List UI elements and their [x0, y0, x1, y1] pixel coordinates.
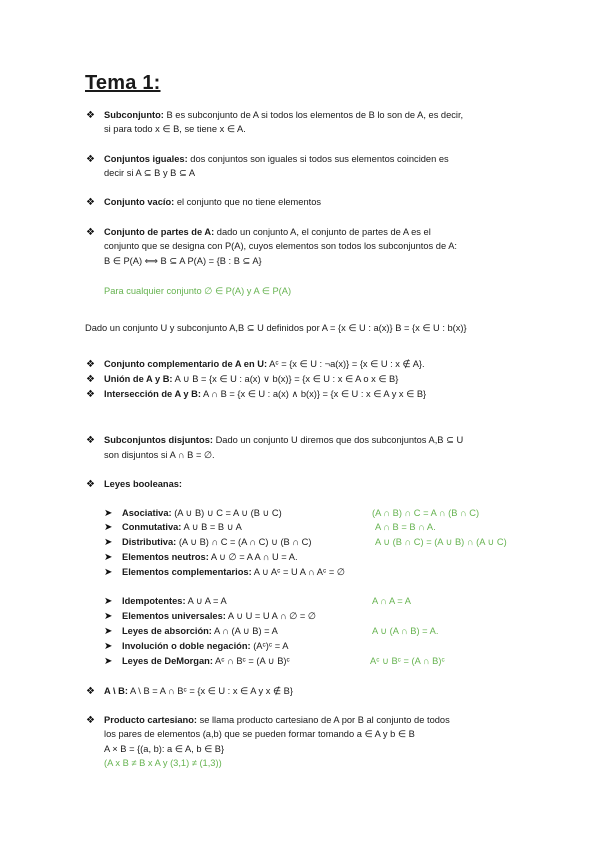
ley-asociativa	[122, 507, 282, 520]
def-union	[104, 373, 398, 386]
page-title: Tema 1:	[85, 72, 161, 94]
ley-demorgan	[122, 655, 290, 668]
text: Dado un conjunto U diremos que dos subconjuntos A,B ⊆ U	[212, 435, 464, 445]
term: Conjunto complementario de A en U:	[104, 359, 268, 369]
term: Intersección de A y B:	[104, 389, 201, 399]
bullet-icon: ❖	[86, 389, 95, 400]
bullet-icon: ❖	[86, 686, 95, 697]
ley-complementarios	[122, 566, 345, 579]
term: Elementos neutros:	[122, 552, 209, 562]
def-disjuntos-cont: son disjuntos si A ∩ B = ∅.	[104, 450, 215, 460]
ley-distributiva-dual: A ∪ (B ∩ C) = (A ∪ B) ∩ (A ∪ C)	[375, 537, 507, 547]
term: Conjunto de partes de A:	[104, 227, 215, 237]
def-producto	[104, 714, 450, 727]
text: (A ∪ B) ∪ C = A ∪ (B ∪ C)	[171, 508, 282, 518]
text: A ∪ B = {x ∈ U : a(x) ∨ b(x)} = {x ∈ U : x ∈ A o x ∈ B}	[172, 374, 399, 384]
term: Leyes de DeMorgan:	[122, 656, 213, 666]
text: el conjunto que no tiene elementos	[174, 197, 322, 207]
text: (Aᶜ)ᶜ = A	[250, 641, 289, 651]
bullet-icon: ❖	[86, 715, 95, 726]
def-subconjunto-cont: si para todo x ∈ B, se tiene x ∈ A.	[104, 124, 246, 134]
arrow-icon: ➤	[104, 537, 113, 548]
arrow-icon: ➤	[104, 522, 113, 533]
text: A ∪ Aᶜ = U A ∩ Aᶜ = ∅	[251, 567, 345, 577]
text: A ∪ ∅ = A A ∩ U = A.	[208, 552, 298, 562]
def-partes-formula: B ∈ P(A) ⟺ B ⊆ A P(A) = {B : B ⊆ A}	[104, 256, 262, 266]
intro-paragraph: Dado un conjunto U y subconjunto A,B ⊆ U definidos por A = {x ∈ U : a(x)} B = {x ∈ U : b(x)}	[85, 323, 467, 333]
ley-asociativa-dual: (A ∩ B) ∩ C = A ∩ (B ∩ C)	[372, 508, 480, 518]
bullet-icon: ❖	[86, 227, 95, 238]
def-iguales	[104, 153, 449, 166]
bullet-icon: ❖	[86, 435, 95, 446]
term: A \ B:	[104, 686, 128, 696]
bullet-icon: ❖	[86, 197, 95, 208]
arrow-icon: ➤	[104, 626, 113, 637]
def-complementario	[104, 358, 425, 371]
bullet-icon: ❖	[86, 154, 95, 165]
def-partes-cont: conjunto que se designa con P(A), cuyos elementos son todos los subconjuntos de A:	[104, 241, 457, 251]
term: Conjuntos iguales:	[104, 154, 188, 164]
bullet-icon: ❖	[86, 110, 95, 121]
ley-conmutativa-dual: A ∩ B = B ∩ A.	[375, 522, 436, 532]
term: Distributiva:	[122, 537, 177, 547]
def-diferencia	[104, 685, 293, 698]
def-subconjunto	[104, 109, 463, 122]
ley-absorcion	[122, 625, 278, 638]
arrow-icon: ➤	[104, 508, 113, 519]
bullet-icon: ❖	[86, 374, 95, 385]
term: Asociativa:	[122, 508, 172, 518]
arrow-icon: ➤	[104, 656, 113, 667]
text: dos conjuntos son iguales si todos sus elementos coinciden es	[187, 154, 449, 164]
def-producto-formula: A × B = {(a, b): a ∈ A, b ∈ B}	[104, 744, 225, 754]
term: Elementos complementarios:	[122, 567, 252, 577]
text: B es subconjunto de A si todos los elementos de B lo son de A, es decir,	[163, 110, 464, 120]
ley-conmutativa	[122, 521, 242, 534]
def-producto-note: (A x B ≠ B x A y (3,1) ≠ (1,3))	[104, 758, 222, 768]
def-partes-note: Para cualquier conjunto ∅ ∈ P(A) y A ∈ P(A)	[104, 286, 292, 296]
term: Elementos universales:	[122, 611, 226, 621]
ley-idempotentes	[122, 595, 227, 608]
term: Conjunto vacío:	[104, 197, 175, 207]
def-vacio	[104, 196, 321, 209]
ley-universales	[122, 610, 316, 623]
term: Unión de A y B:	[104, 374, 173, 384]
text: A \ B = A ∩ Bᶜ = {x ∈ U : x ∈ A y x ∉ B}	[127, 686, 293, 696]
text: Aᶜ = {x ∈ U : ¬a(x)} = {x ∈ U : x ∉ A}.	[267, 359, 425, 369]
text: se llama producto cartesiano de A por B al conjunto de todos	[197, 715, 450, 725]
term: Subconjunto:	[104, 110, 164, 120]
text: A ∩ B = {x ∈ U : a(x) ∧ b(x)} = {x ∈ U : x ∈ A y x ∈ B}	[200, 389, 427, 399]
text: (A ∪ B) ∩ C = (A ∩ C) ∪ (B ∩ C)	[176, 537, 312, 547]
def-interseccion	[104, 388, 426, 401]
ley-distributiva	[122, 536, 311, 549]
term: Subconjuntos disjuntos:	[104, 435, 213, 445]
def-partes	[104, 226, 431, 239]
text: A ∩ (A ∪ B) = A	[211, 626, 278, 636]
term: Conmutativa:	[122, 522, 182, 532]
def-disjuntos	[104, 434, 463, 447]
ley-absorcion-dual: A ∪ (A ∩ B) = A.	[372, 626, 439, 636]
arrow-icon: ➤	[104, 641, 113, 652]
text: A ∪ B = B ∪ A	[181, 522, 242, 532]
arrow-icon: ➤	[104, 567, 113, 578]
ley-involucion	[122, 640, 288, 653]
text: A ∪ A = A	[185, 596, 227, 606]
term: Producto cartesiano:	[104, 715, 197, 725]
ley-demorgan-dual: Aᶜ ∪ Bᶜ = (A ∩ B)ᶜ	[370, 656, 445, 666]
leyes-heading: Leyes booleanas:	[104, 479, 183, 489]
text: A ∪ U = U A ∩ ∅ = ∅	[225, 611, 317, 621]
ley-neutros	[122, 551, 298, 564]
term: Idempotentes:	[122, 596, 186, 606]
arrow-icon: ➤	[104, 611, 113, 622]
arrow-icon: ➤	[104, 552, 113, 563]
text: Aᶜ ∩ Bᶜ = (A ∪ B)ᶜ	[212, 656, 290, 666]
def-iguales-cont: decir si A ⊆ B y B ⊆ A	[104, 168, 196, 178]
term: Involución o doble negación:	[122, 641, 251, 651]
def-producto-cont: los pares de elementos (a,b) que se pueden formar tomando a ∈ A y b ∈ B	[104, 729, 415, 739]
arrow-icon: ➤	[104, 596, 113, 607]
bullet-icon: ❖	[86, 479, 95, 490]
bullet-icon: ❖	[86, 359, 95, 370]
ley-idempotentes-dual: A ∩ A = A	[372, 596, 411, 606]
term: Leyes de absorción:	[122, 626, 212, 636]
text: dado un conjunto A, el conjunto de partes de A es el	[214, 227, 431, 237]
